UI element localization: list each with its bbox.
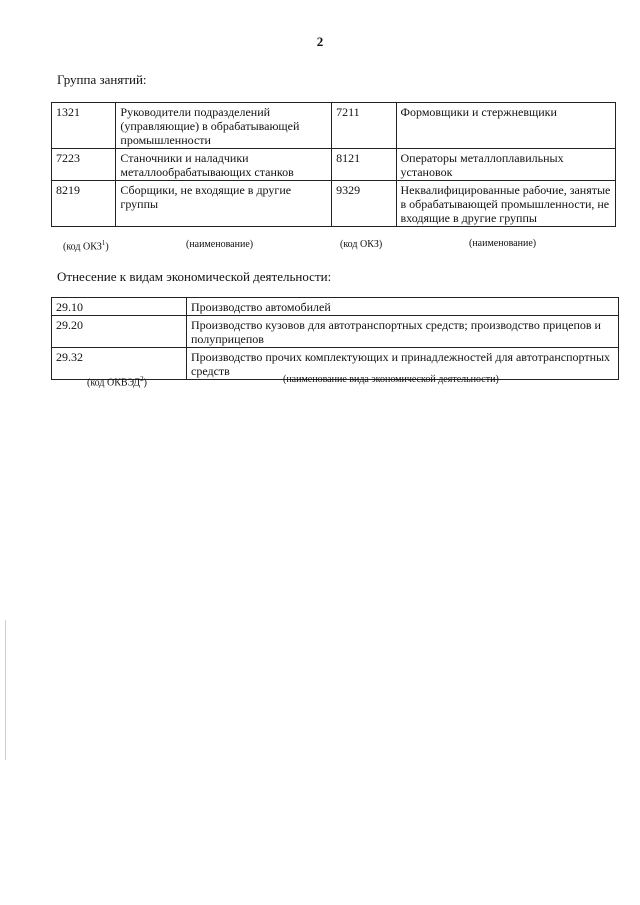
okz-code-caption-2: (код ОКЗ) xyxy=(340,239,383,250)
occupation-group-heading: Группа занятий: xyxy=(57,72,147,87)
okz-code-cell: 8219 xyxy=(52,181,116,227)
footnote-marker: 1 xyxy=(101,239,106,247)
table-row xyxy=(52,298,619,316)
okved-code-caption xyxy=(87,375,147,388)
okved-code-caption-text: (код ОКВЭД xyxy=(87,377,141,389)
table-row xyxy=(52,149,616,181)
activity-name-cell: Производство кузовов для автотранспортных средств; производство прицепов и полуприцепов xyxy=(187,316,619,348)
page-number: 2 xyxy=(316,34,324,49)
scan-margin-mark xyxy=(5,620,6,760)
activity-name-cell: Производство автомобилей xyxy=(187,298,619,316)
okz-code-caption-text: (код ОКЗ xyxy=(63,241,102,253)
okz-code-caption xyxy=(63,239,109,252)
occupation-name-cell: Станочники и наладчики металлообрабатывающих станков xyxy=(116,149,332,181)
economic-activity-heading: Отнесение к видам экономической деятельности: xyxy=(57,269,332,284)
occupation-name-cell: Сборщики, не входящие в другие группы xyxy=(116,181,332,227)
okved-code-caption-suffix: ) xyxy=(143,377,147,389)
okved-code-cell: 29.10 xyxy=(52,298,187,316)
table-row xyxy=(52,316,619,348)
occupation-name-cell: Операторы металлоплавильных установок xyxy=(396,149,615,181)
okz-code-cell: 9329 xyxy=(332,181,396,227)
okz-code-cell: 7223 xyxy=(52,149,116,181)
okz-code-caption-suffix: ) xyxy=(105,241,109,253)
okved-name-caption: (наименование вида экономической деятельности) xyxy=(283,374,499,385)
okved-code-cell: 29.32 xyxy=(52,348,187,380)
table-row xyxy=(52,181,616,227)
activity-name-cell: Производство прочих комплектующих и принадлежностей для автотранспортных средств xyxy=(187,348,619,380)
okved-code-cell: 29.20 xyxy=(52,316,187,348)
occupation-name-cell: Руководители подразделений (управляющие) в обрабатывающей промышленности xyxy=(116,103,332,149)
occupation-table xyxy=(51,102,616,227)
okz-code-cell: 7211 xyxy=(332,103,396,149)
okz-name-caption: (наименование) xyxy=(186,239,254,250)
occupation-name-cell: Неквалифицированные рабочие, занятые в обрабатывающей промышленности, не входящие в другие группы xyxy=(396,181,615,227)
footnote-marker: 2 xyxy=(140,375,144,383)
okz-code-cell: 1321 xyxy=(52,103,116,149)
economic-activity-table xyxy=(51,297,619,380)
okz-code-cell: 8121 xyxy=(332,149,396,181)
occupation-name-cell: Формовщики и стержневщики xyxy=(396,103,615,149)
table-row xyxy=(52,103,616,149)
okz-name-caption-2: (наименование) xyxy=(469,238,537,249)
